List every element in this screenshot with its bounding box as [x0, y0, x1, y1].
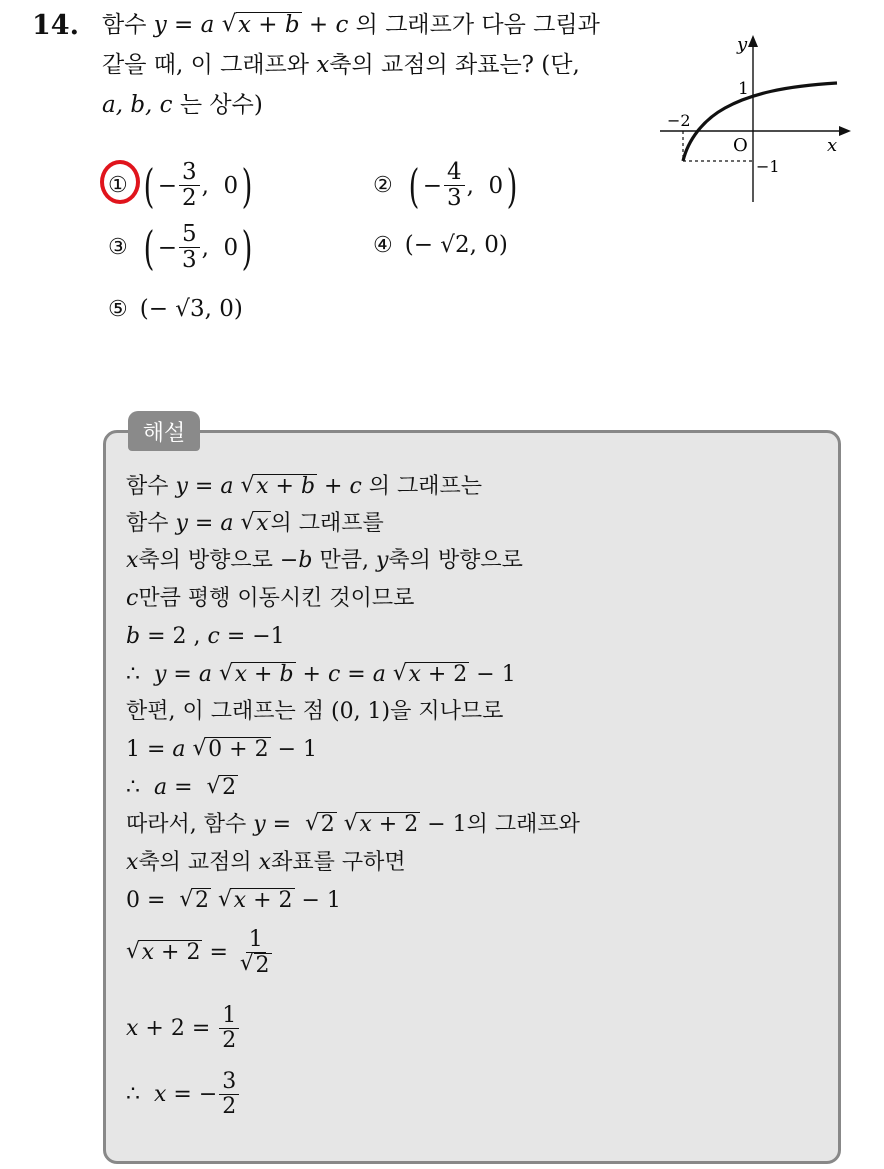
question-line-1: 함수 y = a √ x + b + c 의 그래프가 다음 그림과 [102, 10, 600, 38]
x-axis-label: x [827, 135, 838, 156]
function-graph [655, 30, 855, 210]
solution-line-2: 함수 y = a √ x의 그래프를 [126, 509, 384, 536]
solution-line-14: x + 2 = $\frac{1}{2}$ [126, 1004, 241, 1053]
solution-line-3: x축의 방향으로 −b 만큼, y축의 방향으로 [126, 548, 523, 573]
x-axis-arrow [839, 126, 851, 136]
origin-label: O [733, 135, 748, 156]
choice-1[interactable]: ① ( − $\frac{3}{2}$ , 0 ) [108, 158, 253, 213]
question-number: 14. [32, 10, 79, 41]
choice-5[interactable]: ⑤ (− √3, 0) [108, 296, 243, 322]
solution-line-5: b = 2 , c = −1 [126, 624, 285, 649]
answer-mark-circle [100, 160, 140, 204]
question-line-3: a, b, c 는 상수) [102, 92, 263, 118]
solution-line-12: 0 = √ 2 √ x + 2 − 1 [126, 886, 341, 913]
solution-tab: 해설 [128, 411, 200, 451]
choice-4[interactable]: ④ (− √2, 0) [373, 232, 508, 258]
solution-line-6: ∴ y = a √ x + b + c = a √ x + 2 − 1 [126, 660, 516, 687]
solution-line-13: √ x + 2 = 1 √ 2 [126, 927, 270, 979]
solution-line-4: c만큼 평행 이동시킨 것이므로 [126, 586, 415, 611]
solution-line-10: 따라서, 함수 y = √ 2 √ x + 2 − 1의 그래프와 [126, 810, 580, 837]
solution-line-7: 한편, 이 그래프는 점 (0, 1)을 지나므로 [126, 699, 504, 724]
choice-3[interactable]: ③ ( − $\frac{5}{3}$ , 0 ) [108, 220, 253, 275]
label-one: 1 [738, 79, 749, 99]
question-line-2: 같을 때, 이 그래프와 x축의 교점의 좌표는? (단, [102, 52, 580, 78]
y-axis-arrow [748, 35, 758, 47]
question-line-1-suffix: 의 그래프가 다음 그림과 [355, 12, 600, 38]
solution-line-9: ∴ a = √ 2 [126, 773, 237, 800]
solution-line-11: x축의 교점의 x좌표를 구하면 [126, 850, 406, 875]
y-axis-label: y [737, 34, 748, 55]
label-neg-one: −1 [756, 157, 780, 176]
label-neg-two: −2 [667, 111, 691, 130]
solution-line-1: 함수 y = a √ x + b + c 의 그래프는 [126, 472, 483, 499]
solution-line-8: 1 = a √ 0 + 2 − 1 [126, 735, 318, 762]
question-line-1-prefix: 함수 [102, 12, 154, 38]
solution-line-15: ∴ x = − $\frac{3}{2}$ [126, 1070, 241, 1119]
sqrt-curve [683, 83, 837, 161]
choice-2[interactable]: ② ( − $\frac{4}{3}$ , 0 ) [373, 158, 518, 213]
